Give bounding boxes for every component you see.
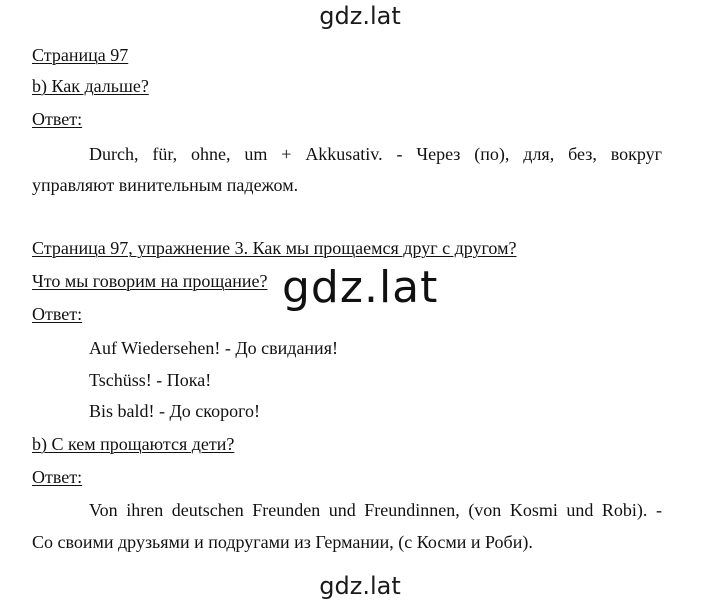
word: ohne,	[191, 144, 231, 164]
word: Durch,	[89, 144, 139, 164]
answer-label: Ответ:	[32, 304, 83, 324]
word: (von	[468, 500, 502, 520]
word: -	[396, 144, 403, 164]
word: Robi).	[601, 500, 648, 520]
exercise-heading-continued: Что мы говорим на прощание?	[32, 271, 268, 291]
list-item: Bis bald! - До скорого!	[89, 401, 261, 421]
task-heading: b) С кем прощаются дети?	[32, 434, 235, 454]
list-item: Tschüss! - Пока!	[89, 370, 212, 390]
answer-label: Ответ:	[32, 109, 83, 129]
word: Von	[89, 500, 118, 520]
watermark-center: gdz.lat	[282, 262, 439, 313]
word: Freundinnen,	[364, 500, 460, 520]
answer-label: Ответ:	[32, 467, 83, 487]
answer-line-1	[89, 499, 662, 521]
page-label: Страница 97	[32, 45, 129, 65]
word: und	[566, 500, 594, 520]
word: Через	[416, 144, 461, 164]
word: deutschen	[171, 500, 244, 520]
word: без,	[568, 144, 597, 164]
task-heading: b) Как дальше?	[32, 76, 149, 96]
word: +	[281, 144, 292, 164]
word: для,	[523, 144, 555, 164]
word: ihren	[126, 500, 164, 520]
answer-line-2: Со своими друзьями и подругами из Германии, (с Косми и Роби).	[32, 532, 533, 552]
word: Akkusativ.	[305, 144, 383, 164]
word: -	[655, 500, 662, 520]
word: um	[244, 144, 268, 164]
watermark-top: gdz.lat	[319, 2, 401, 30]
word: für,	[152, 144, 178, 164]
exercise-heading: Страница 97, упражнение 3. Как мы прощаемся друг с другом?	[32, 238, 517, 258]
word: (по),	[474, 144, 510, 164]
word: вокруг	[610, 144, 662, 164]
word: Kosmi	[509, 500, 558, 520]
watermark-bottom: gdz.lat	[319, 572, 401, 600]
list-item: Auf Wiedersehen! - До свидания!	[89, 338, 338, 358]
answer-line-1	[89, 143, 662, 165]
word: und	[328, 500, 356, 520]
word: Freunden	[252, 500, 321, 520]
answer-line-2: управляют винительным падежом.	[32, 175, 299, 195]
